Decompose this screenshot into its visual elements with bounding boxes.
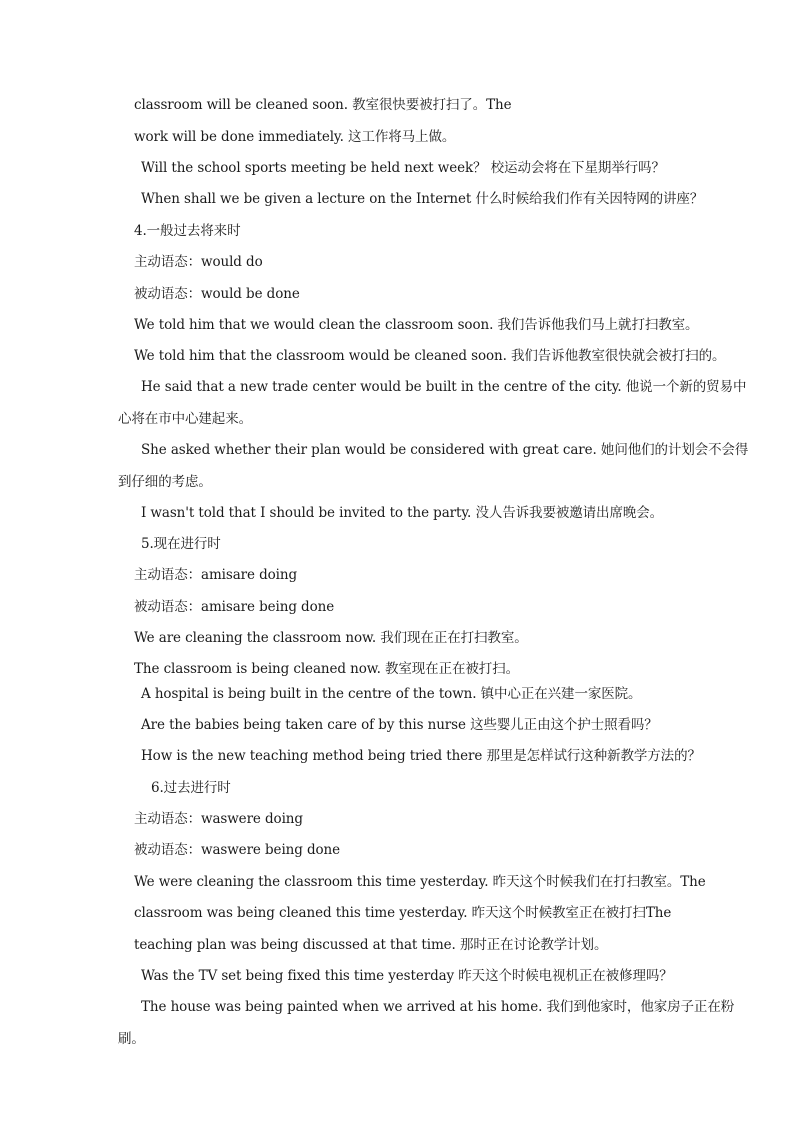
text-line: work will be done immediately. 这工作将马上做。 [134, 129, 456, 145]
text-line: 到仔细的考虑。 [118, 474, 212, 490]
text-line: 刷。 [118, 1031, 145, 1047]
text-line: classroom will be cleaned soon. 教室很快要被打扫了。The [134, 97, 512, 113]
text-line: Are the babies being taken care of by this nurse 这些婴儿正由这个护士照看吗？ [141, 717, 658, 733]
section-heading: 6.过去进行时 [151, 780, 231, 796]
text-line: She asked whether their plan would be considered with great care. 她问他们的计划会不会得 [141, 442, 749, 458]
text-line: A hospital is being built in the centre of the town. 镇中心正在兴建一家医院。 [141, 686, 642, 702]
text-line: 主动语态：amisare doing [134, 567, 298, 583]
text-line: classroom was being cleaned this time yesterday. 昨天这个时候教室正在被打扫The [134, 905, 672, 921]
text-line: How is the new teaching method being tried there 那里是怎样试行这种新教学方法的？ [141, 748, 701, 764]
text-line: We are cleaning the classroom now. 我们现在正在打扫教室。 [134, 630, 528, 646]
text-line: When shall we be given a lecture on the Internet 什么时候给我们作有关因特网的讲座？ [141, 191, 704, 207]
text-line: 主动语态：would do [134, 254, 263, 270]
text-line: teaching plan was being discussed at that time. 那时正在讨论教学计划。 [134, 937, 608, 953]
text-line: 主动语态：waswere doing [134, 811, 303, 827]
text-line: The classroom is being cleaned now. 教室现在正在被打扫。 [134, 661, 519, 677]
text-line: Will the school sports meeting be held next week？ 校运动会将在下星期举行吗？ [141, 160, 665, 176]
text-line: 被动语态：waswere being done [134, 842, 341, 858]
text-line: The house was being painted when we arrived at his home. 我们到他家时，他家房子正在粉 [141, 999, 735, 1015]
text-line: Was the TV set being fixed this time yesterday 昨天这个时候电视机正在被修理吗？ [141, 968, 673, 984]
text-line: 心将在市中心建起来。 [118, 411, 252, 427]
section-heading: 5.现在进行时 [141, 536, 221, 552]
text-line: We told him that we would clean the classroom soon. 我们告诉他我们马上就打扫教室。 [134, 317, 699, 333]
text-line: 被动语态：amisare being done [134, 599, 335, 615]
text-line: 被动语态：would be done [134, 286, 300, 302]
section-heading: 4.一般过去将来时 [134, 223, 241, 239]
text-line: He said that a new trade center would be built in the centre of the city. 他说一个新的贸易中 [141, 379, 747, 395]
text-line: We were cleaning the classroom this time yesterday. 昨天这个时候我们在打扫教室。The [134, 874, 706, 890]
text-line: I wasn't told that I should be invited to the party. 没人告诉我要被邀请出席晚会。 [141, 505, 664, 521]
text-line: We told him that the classroom would be cleaned soon. 我们告诉他教室很快就会被打扫的。 [134, 348, 726, 364]
